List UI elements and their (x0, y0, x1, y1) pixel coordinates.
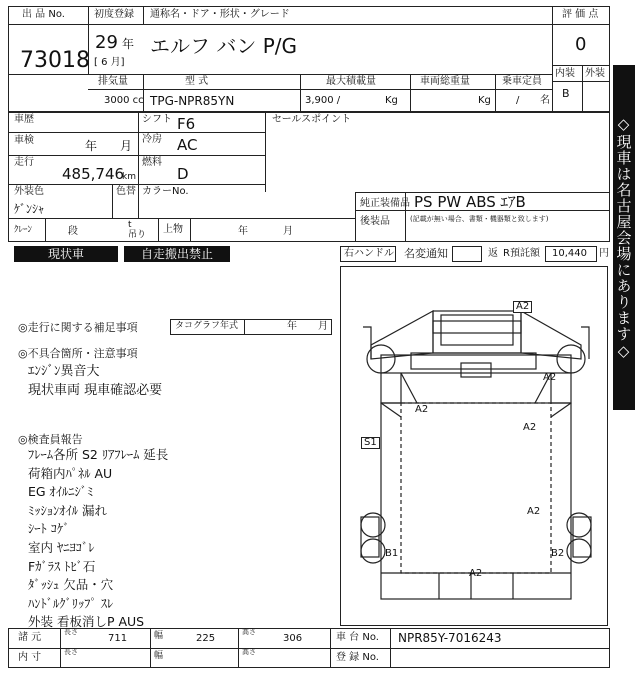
year-unit: 年 (122, 37, 135, 51)
shift-label: シフト (142, 114, 172, 125)
history-label: 車歴 (14, 114, 34, 125)
model-value: TPG-NPR85YN (150, 94, 235, 108)
mileage-value: 485,746 (62, 165, 125, 183)
registration-label: 登 録 No. (336, 652, 379, 663)
displacement-value: 3000 cc (104, 95, 144, 106)
interior-label: 内装 (555, 68, 575, 79)
eval-score: 0 (575, 34, 587, 55)
steering-value: 右ハンドル (344, 248, 394, 259)
running-notes-label: ◎走行に関する補足事項 (18, 321, 138, 334)
damage-mark-s1: S1 (361, 437, 380, 449)
interior-score: B (562, 87, 570, 100)
recycle-value: 10,440 (552, 248, 587, 259)
fuel-value: D (177, 165, 189, 183)
no-self-drive-badge: 自走搬出禁止 (124, 246, 230, 262)
inspector-item: 室内 ﾔﾆﾖｺﾞﾚ (28, 539, 95, 555)
width-label: 幅 (154, 631, 164, 641)
tachograph-label: タコグラフ年式 (175, 321, 239, 331)
options-note: (記載が無い場合、書類・機器類と致します) (410, 215, 549, 223)
color-value: ｹﾞﾝｼｬ (14, 202, 45, 216)
lot-number: 73018 (20, 48, 90, 73)
damage-mark-b1: B1 (385, 548, 399, 559)
maxload-value: 3,900 / (305, 95, 341, 106)
maxload-label: 最大積載量 (326, 76, 376, 87)
car-name-label: 通称名・ドア・形状・グレード (150, 9, 290, 20)
car-name: エルフ バン P/G (150, 34, 298, 58)
color-change-label: 色替 (116, 186, 136, 197)
inspector-item: Fｶﾞﾗｽ ﾄﾋﾞ石 (28, 558, 96, 574)
maxload-unit: Kg (385, 95, 398, 106)
defect-item: 現状車両 現車確認必要 (28, 383, 163, 398)
mileage-label: 走行 (14, 157, 34, 168)
damage-mark-right-cab: A2 (543, 372, 557, 383)
equipment-value: PS PW ABS ｴｱB (414, 193, 526, 211)
venue-notice-banner: ◇現車は名古屋会場にあります◇ (613, 65, 635, 410)
defects-list (28, 362, 162, 400)
damage-mark-left-body: A2 (415, 404, 429, 415)
recycle-label: R預託額 (503, 248, 540, 259)
displacement-label: 排気量 (98, 76, 128, 87)
inspector-item: ﾐｯｼｮﾝｵｲﾙ 漏れ (28, 502, 107, 518)
damage-mark-b2: B2 (551, 548, 565, 559)
upper-month: 月 (283, 226, 293, 237)
shift-value: F6 (177, 115, 196, 133)
length-label: 長さ (64, 628, 78, 636)
eval-label: 評 価 点 (562, 9, 599, 20)
inner-dims-label: 内 寸 (18, 652, 42, 663)
spec-dims-label: 諸 元 (18, 632, 42, 643)
crane-label: ｸﾚｰﾝ (14, 225, 33, 235)
gvw-label: 車両総重量 (420, 76, 470, 87)
capacity-value: / (516, 95, 520, 106)
crane-ton: t 吊り (128, 220, 147, 240)
damage-diagram (340, 266, 608, 626)
exterior-label: 外装 (585, 68, 605, 79)
first-reg-year: 29 (95, 32, 118, 53)
capacity-label: 乗車定員 (502, 76, 542, 87)
crane-stage: 段 (68, 226, 78, 237)
fuel-label: 燃料 (142, 157, 162, 168)
inspection-label: 車検 (14, 135, 34, 146)
equipment-label: 純正装備品 (360, 198, 410, 209)
inspector-item: ｼｰﾄ ｺｹﾞ (28, 521, 70, 537)
damage-mark-right-side: A2 (527, 506, 541, 517)
inspector-item: ﾊﾝﾄﾞﾙｸﾞﾘｯﾌﾟ ｽﾚ (28, 595, 114, 611)
inspector-list (28, 446, 168, 632)
damage-mark-rear: A2 (469, 568, 483, 579)
height-value: 306 (283, 633, 303, 644)
tachograph-month: 月 (318, 321, 328, 332)
color-label: 外装色 (14, 186, 44, 197)
options-label: 後装品 (360, 216, 390, 227)
length-label-inner: 長さ (64, 648, 78, 656)
height-label: 高さ (242, 628, 256, 636)
name-change-box (452, 246, 482, 262)
color-no-label: カラーNo. (142, 186, 189, 197)
first-reg-label: 初度登録 (94, 9, 134, 20)
sales-point-label: セールスポイント (272, 114, 352, 125)
recycle-unit: 円 (599, 248, 609, 259)
damage-mark-right-body: A2 (523, 422, 537, 433)
inspector-item: 外装 看板消しP AUS (28, 614, 145, 630)
upper-year: 年 (238, 226, 248, 237)
defects-label: ◎不具合箇所・注意事項 (18, 347, 138, 360)
upper-label: 上物 (163, 224, 183, 235)
height-label-inner: 高さ (242, 648, 256, 656)
inspection-month: 月 (120, 139, 133, 153)
gvw-unit: Kg (478, 95, 491, 106)
chassis-label: 車 台 No. (336, 632, 379, 643)
tachograph-year: 年 (287, 321, 297, 332)
chassis-value: NPR85Y-7016243 (398, 631, 502, 645)
tax-label: 返 (488, 248, 498, 259)
current-status-badge: 現状車 (14, 246, 118, 262)
width-value: 225 (196, 633, 216, 644)
capacity-unit: 名 (540, 95, 550, 106)
mileage-unit: km (122, 172, 136, 182)
damage-mark-front: A2 (513, 301, 532, 313)
length-value: 711 (108, 633, 128, 644)
ac-value: AC (177, 136, 198, 154)
inspector-item: EG ｵｲﾙﾆｼﾞﾐ (28, 484, 94, 500)
ac-label: 冷房 (142, 134, 162, 145)
inspector-item: 荷箱内ﾊﾟﾈﾙ AU (28, 465, 113, 481)
inspector-item: ﾀﾞｯｼｭ 欠品・穴 (28, 577, 114, 593)
inspector-label: ◎検査員報告 (18, 433, 83, 446)
lot-label: 出 品 No. (22, 9, 65, 20)
first-reg-month: [ 6 月] (94, 57, 125, 68)
model-label: 型 式 (185, 76, 209, 87)
inspection-year: 年 (85, 139, 98, 153)
name-change-label: 名変通知 (404, 247, 448, 260)
defect-item: ｴﾝｼﾞﾝ異音大 (28, 364, 100, 379)
width-label-inner: 幅 (154, 651, 164, 661)
inspector-item: ﾌﾚｰﾑ各所 S2 ﾘｱﾌﾚｰﾑ 延長 (28, 447, 169, 462)
